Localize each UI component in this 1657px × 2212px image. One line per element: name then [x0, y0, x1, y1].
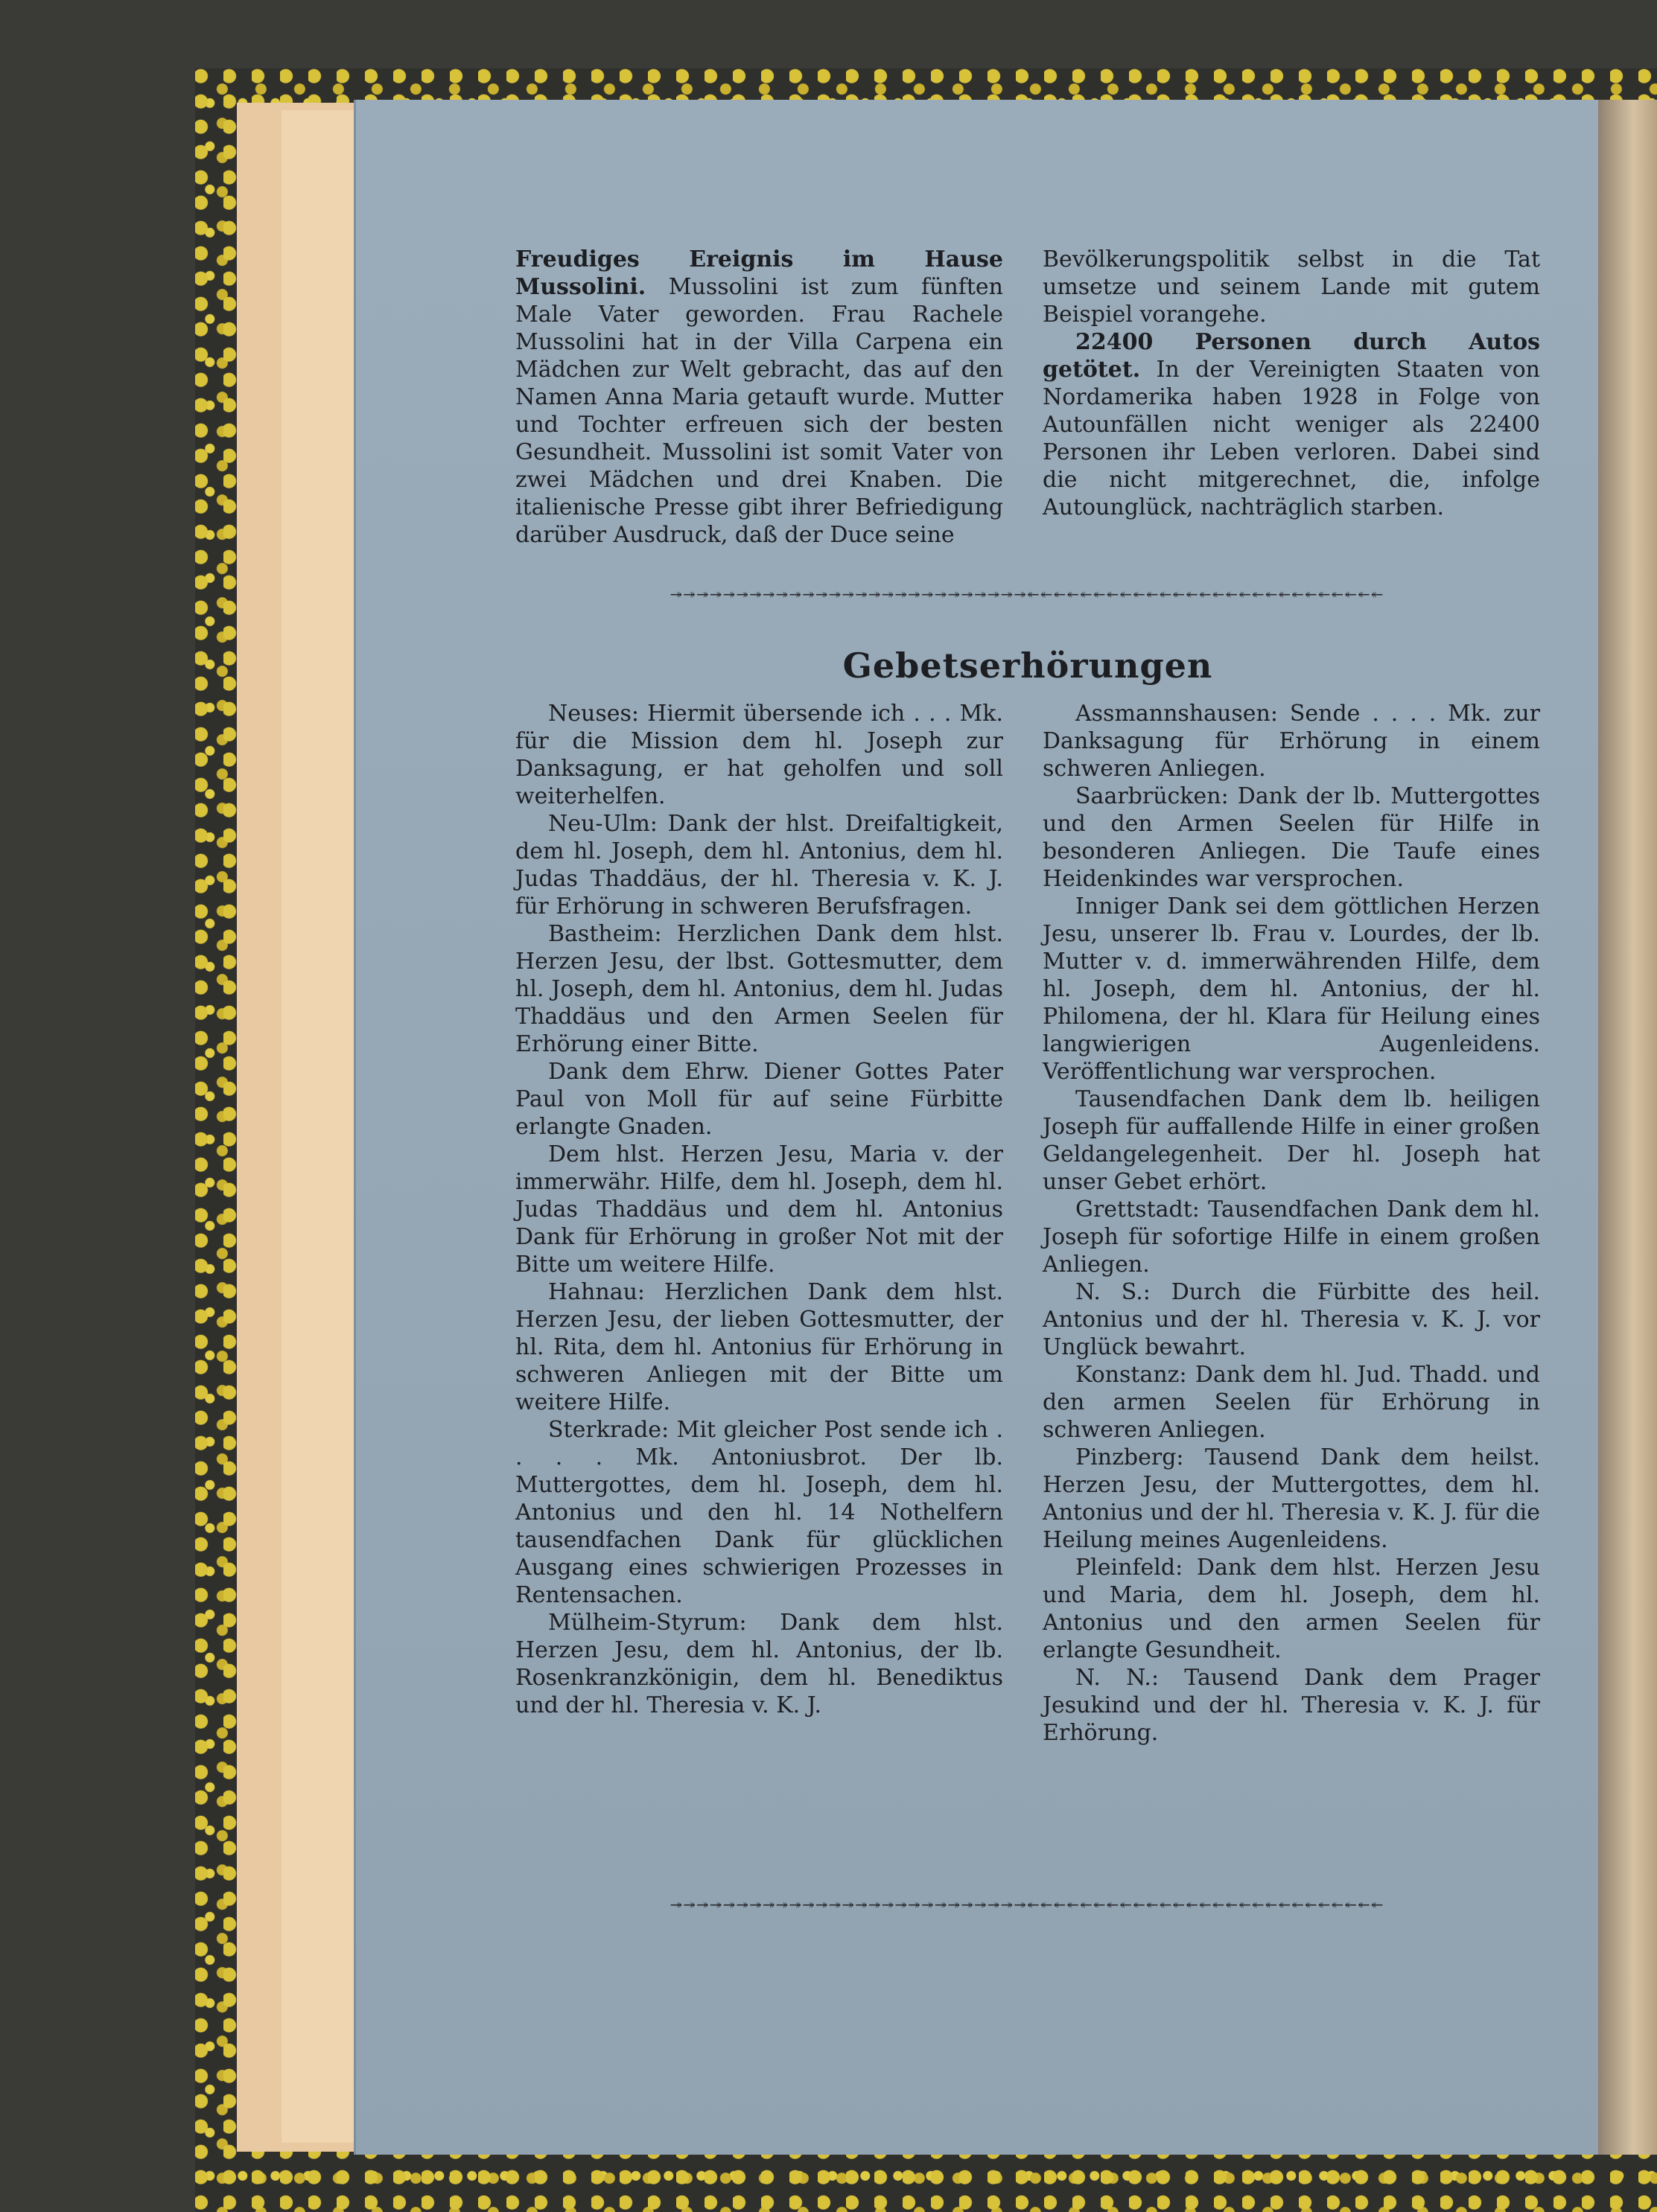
prayer-entry: Grettstadt: Tausendfachen Dank dem hl. Joseph für sofortige Hilfe in einem großen Anliegen.	[1043, 1196, 1540, 1278]
news-text-mussolini: Mussolini ist zum fünften Male Vater geworden. Frau Rachele Mussolini hat in der Villa Carpena ein Mädchen zur Welt gebracht, das auf den Namen Anna Maria getauft wurde. Mutter und Tochter erfreuen sich der besten Gesundheit. Mussolini ist somit Vater von zwei Mädchen und drei Knaben. Die italienische Presse gibt ihrer Befriedigung darüber Ausdruck, daß der Duce seine	[515, 274, 1003, 548]
ornament-divider-top	[526, 587, 1528, 602]
prayer-entry: Neu-Ulm: Dank der hlst. Dreifaltigkeit, dem hl. Joseph, dem hl. Antonius, dem hl. Judas Thaddäus, der hl. Theresia v. K. J. für Erhörung in schweren Berufsfragen.	[515, 811, 1003, 919]
prayer-entry: Saarbrücken: Dank der lb. Muttergottes und den Armen Seelen für Hilfe in besonderen Anliegen. Die Taufe eines Heidenkindes war versprochen.	[1043, 783, 1540, 892]
book-gutter	[1598, 100, 1657, 2155]
news-headline-mussolini: Freudiges Ereignis im Hause Mussolini.	[515, 246, 1003, 300]
ornament-right-half: ↞↞↞↞↞↞↞↞↞↞↞↞↞↞↞↞↞↞↞↞↞↞↞↞↞↞↞	[1027, 1897, 1384, 1912]
news-headline-autos: 22400 Personen durch Autos getötet.	[1043, 329, 1540, 383]
prayer-entry: Dank dem Ehrw. Diener Gottes Pater Paul von Moll für auf seine Fürbitte erlangte Gnaden.	[515, 1059, 1003, 1140]
ornament-divider-bottom	[526, 1897, 1528, 1912]
prayer-entry: Bastheim: Herzlichen Dank dem hlst. Herzen Jesu, der lbst. Gottesmutter, dem hl. Joseph, dem hl. Antonius, dem hl. Judas Thaddäus und den Armen Seelen für Erhörung einer Bitte.	[515, 921, 1003, 1057]
prayers-column-left	[515, 700, 1003, 1719]
ornament-right-half: ↞↞↞↞↞↞↞↞↞↞↞↞↞↞↞↞↞↞↞↞↞↞↞↞↞↞↞	[1027, 587, 1384, 602]
prayer-entry: Sterkrade: Mit gleicher Post sende ich . . . . Mk. Antoniusbrot. Der lb. Muttergottes, dem hl. Joseph, dem hl. Antonius und den hl. 14 Nothelfern tausendfachen Dank für glücklichen Ausgang eines schwierigen Prozesses in Rentensachen.	[515, 1417, 1003, 1608]
ornament-left-half: ↠↠↠↠↠↠↠↠↠↠↠↠↠↠↠↠↠↠↠↠↠↠↠↠↠↠↠	[670, 1897, 1027, 1912]
prayer-entry: N. N.: Tausend Dank dem Prager Jesukind und der hl. Theresia v. K. J. für Erhörung.	[1043, 1665, 1540, 1746]
prayer-entry: N. S.: Durch die Fürbitte des heil. Antonius und der hl. Theresia v. K. J. vor Unglück bewahrt.	[1043, 1279, 1540, 1360]
prayer-entry: Dem hlst. Herzen Jesu, Maria v. der immerwähr. Hilfe, dem hl. Joseph, dem hl. Judas Thaddäus und dem hl. Antonius Dank für Erhörung in großer Not mit der Bitte um weitere Hilfe.	[515, 1141, 1003, 1278]
news-item-autos	[1043, 328, 1540, 521]
prayer-entry: Assmannshausen: Sende . . . . Mk. zur Danksagung für Erhörung in einem schweren Anliegen.	[1043, 701, 1540, 782]
section-title: Gebetserhörungen	[842, 646, 1213, 686]
prayer-entry: Neuses: Hiermit übersende ich . . . Mk. für die Mission dem hl. Joseph zur Danksagung, er hat geholfen und soll weiterhelfen.	[515, 701, 1003, 809]
news-item-mussolini	[515, 246, 1003, 549]
news-column-left	[515, 246, 1003, 549]
prayer-entry: Inniger Dank sei dem göttlichen Herzen Jesu, unserer lb. Frau v. Lourdes, der lb. Mutter v. d. immerwährenden Hilfe, dem hl. Joseph, dem hl. Antonius, der hl. Philomena, der hl. Klara für Heilung eines langwierigen Augenleidens. Veröffentlichung war versprochen.	[1043, 893, 1540, 1085]
news-continuation-mussolini: Bevölkerungspolitik selbst in die Tat umsetze und seinem Lande mit gutem Beispiel vorangehe.	[1043, 246, 1540, 328]
news-column-right	[1043, 246, 1540, 521]
prayer-entry: Mülheim-Styrum: Dank dem hlst. Herzen Jesu, dem hl. Antonius, der lb. Rosenkranzkönigin, dem hl. Benediktus und der hl. Theresia v. K. J.	[515, 1610, 1003, 1718]
news-text-autos: In der Vereinigten Staaten von Nordamerika haben 1928 in Folge von Autounfällen nicht weniger als 22400 Personen ihr Leben verloren. Dabei sind die nicht mitgerechnet, die, infolge Autounglück, nachträglich starben.	[1043, 357, 1541, 520]
prayer-entry: Pinzberg: Tausend Dank dem heilst. Herzen Jesu, der Muttergottes, dem hl. Antonius und der hl. Theresia v. K. J. für die Heilung meines Augenleidens.	[1043, 1444, 1540, 1553]
prayers-column-right	[1043, 700, 1540, 1747]
prayer-entry: Konstanz: Dank dem hl. Jud. Thadd. und den armen Seelen für Erhörung in schweren Anliegen.	[1043, 1362, 1540, 1443]
prayer-entry: Hahnau: Herzlichen Dank dem hlst. Herzen Jesu, der lieben Gottesmutter, der hl. Rita, dem hl. Antonius für Erhörung in schweren Anliegen mit der Bitte um weitere Hilfe.	[515, 1279, 1003, 1415]
ornament-left-half: ↠↠↠↠↠↠↠↠↠↠↠↠↠↠↠↠↠↠↠↠↠↠↠↠↠↠↠	[670, 587, 1027, 602]
prayer-entry: Pleinfeld: Dank dem hlst. Herzen Jesu und Maria, dem hl. Joseph, dem hl. Antonius und den armen Seelen für erlangte Gesundheit.	[1043, 1555, 1540, 1663]
prayer-entry: Tausendfachen Dank dem lb. heiligen Joseph für auffallende Hilfe in einer großen Geldangelegenheit. Der hl. Joseph hat unser Gebet erhört.	[1043, 1086, 1540, 1195]
